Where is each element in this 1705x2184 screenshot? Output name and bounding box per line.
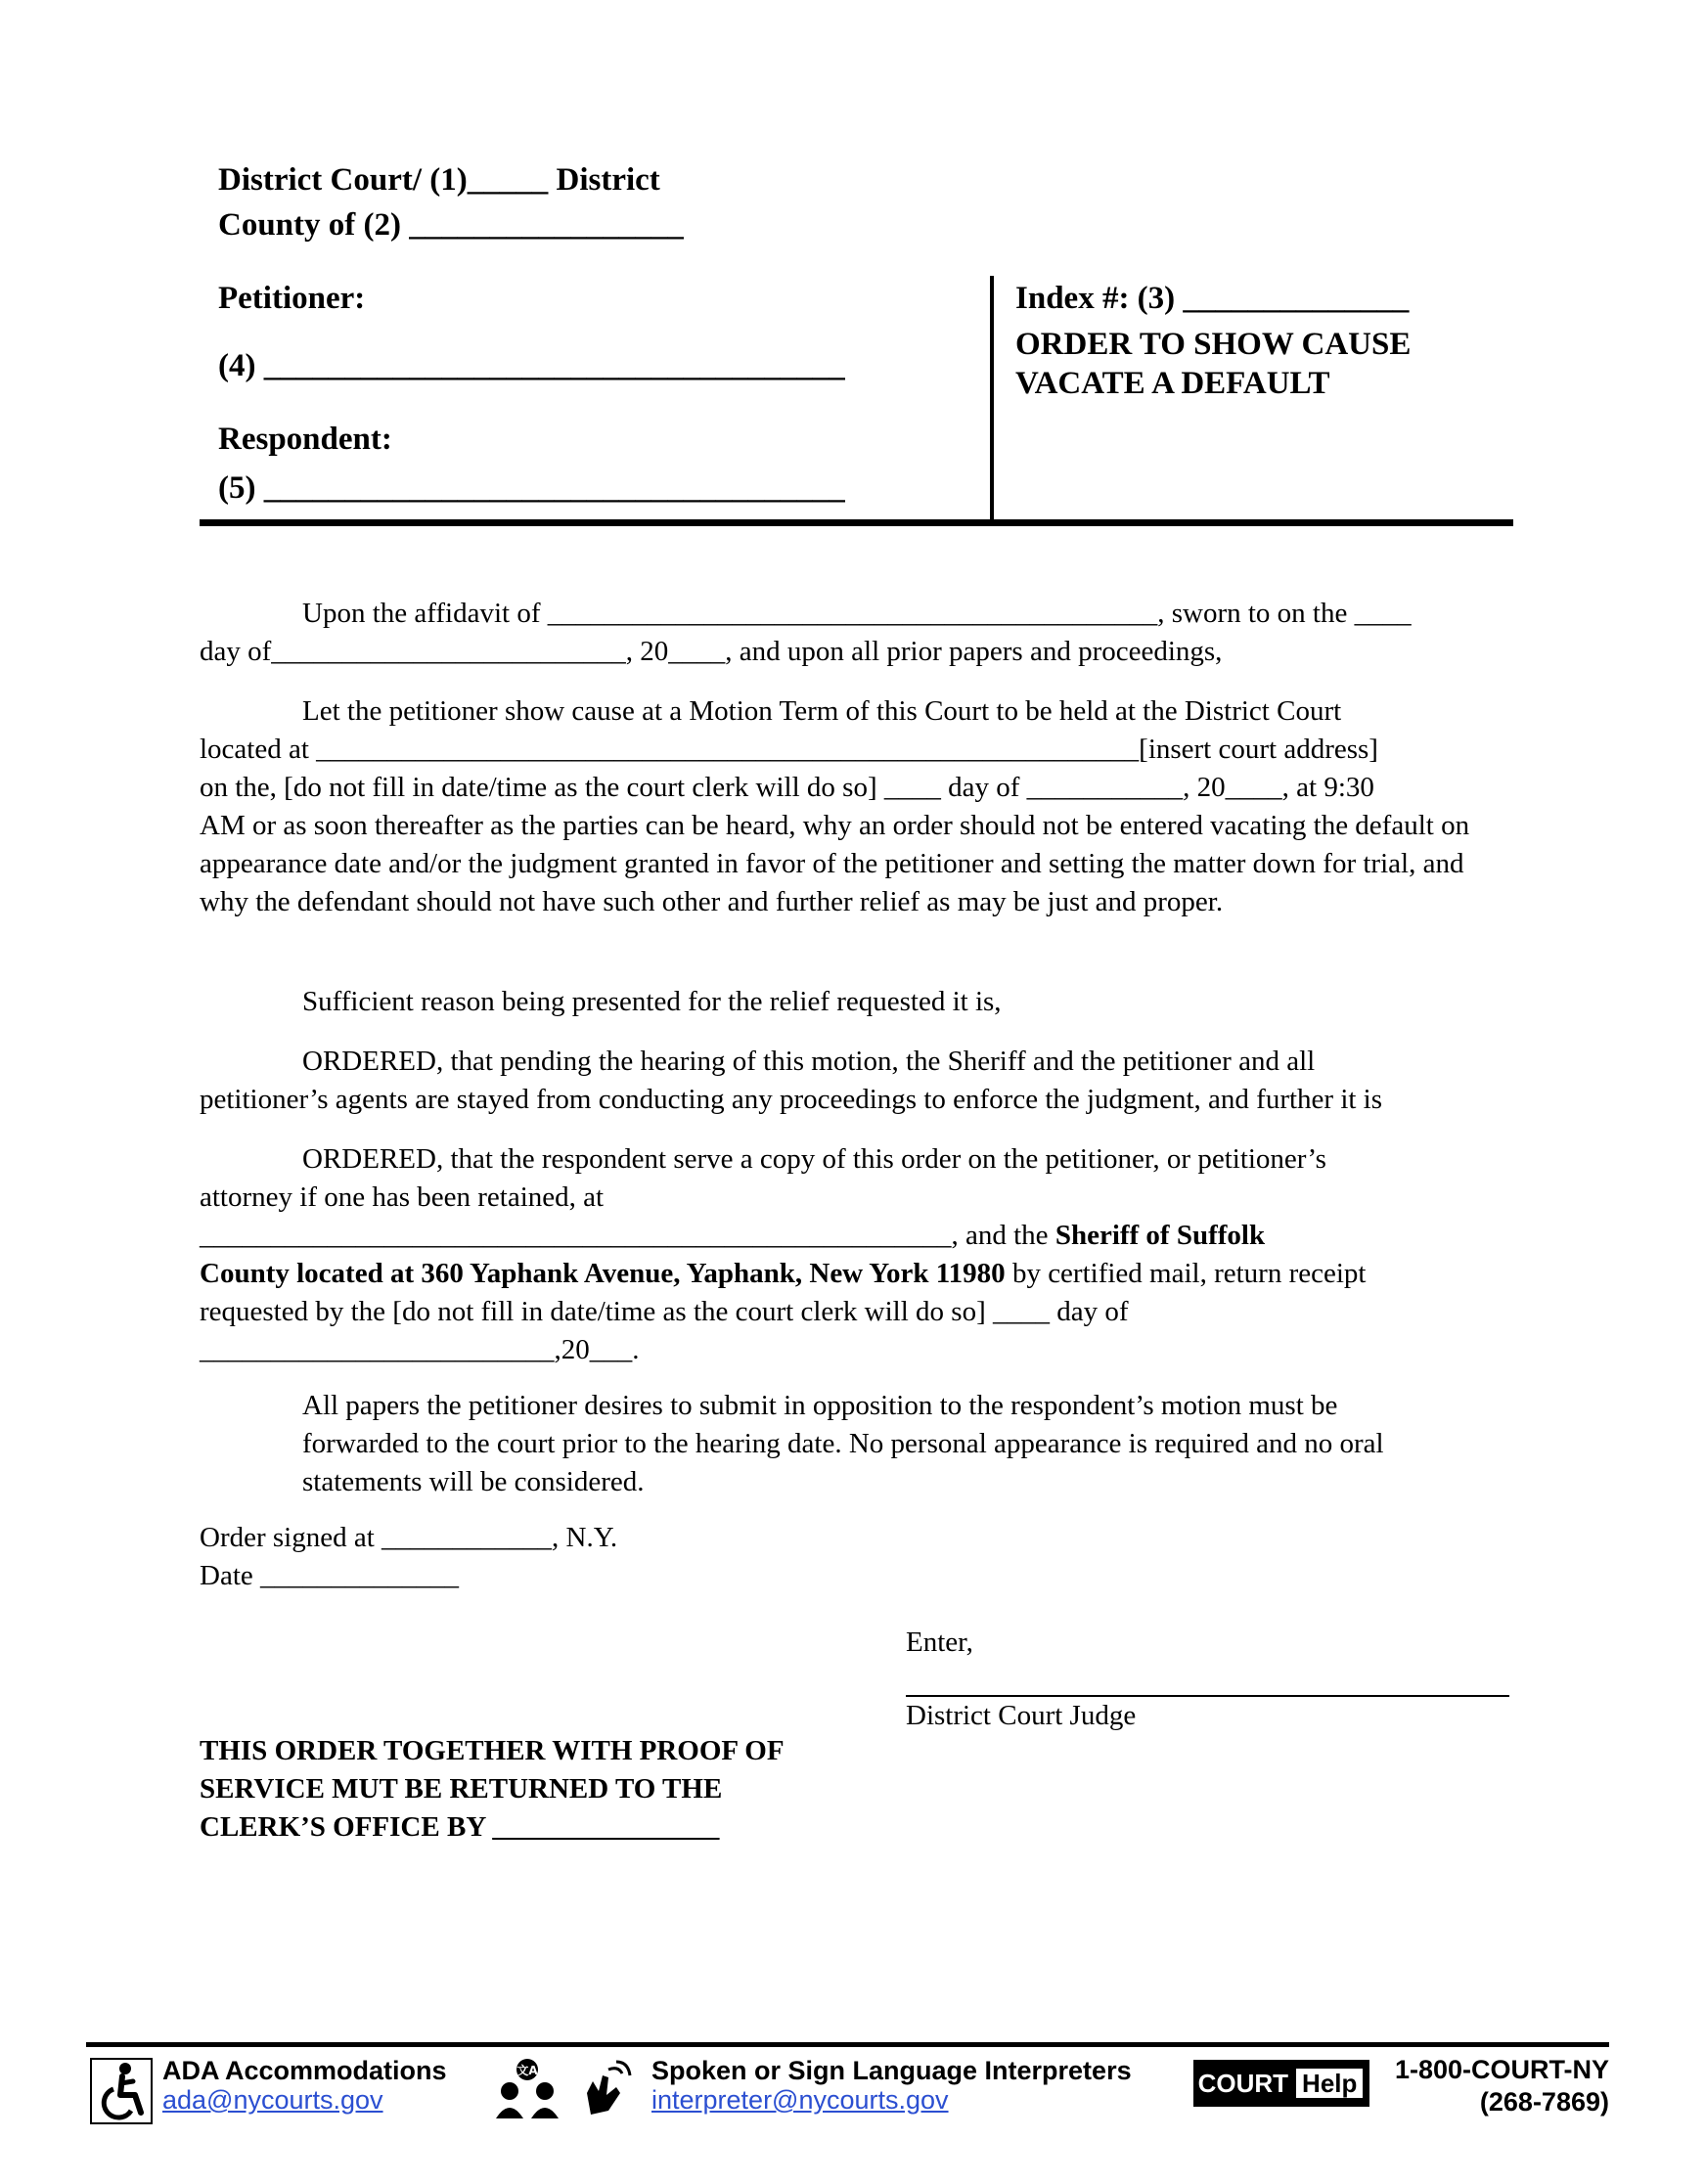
judge-label: District Court Judge [906, 1700, 1137, 1731]
show-cause-line-3: on the, [do not fill in date/time as the court clerk will do so] ____ day of ___________, 20____, at 9:30 [200, 772, 1374, 803]
document-title-line2: VACATE A DEFAULT [1015, 366, 1330, 401]
ada-label: ADA Accommodations [162, 2056, 447, 2085]
return-notice [200, 1732, 785, 1847]
opposition-papers-text: All papers the petitioner desires to submit in opposition to the respondent’s motion must be forwarded to the court prior to the hearing date. No personal appearance is required and no oral statements will be considered. [302, 1390, 1384, 1497]
interpreter-services [651, 2056, 1132, 2115]
paragraph-sufficient-reason [200, 983, 1515, 1021]
sheriff-address: County located at 360 Yaphank Avenue, Yaphank, New York 11980 [200, 1258, 1006, 1289]
ordered-stay-line-1: ORDERED, that pending the hearing of this motion, the Sheriff and the petitioner and all [302, 1046, 1316, 1077]
affidavit-line-1: Upon the affidavit of ___________________________________________, sworn to on the ____ [302, 598, 1412, 629]
ada-email-link[interactable]: ada@nycourts.gov [162, 2085, 383, 2115]
document-title-line1: ORDER TO SHOW CAUSE [1015, 327, 1412, 362]
paragraph-opposition-papers [200, 1387, 1515, 1501]
interpreter-label: Spoken or Sign Language Interpreters [651, 2056, 1132, 2085]
ada-accommodations [162, 2056, 447, 2115]
court-help-logo-court: COURT [1197, 2069, 1289, 2098]
phone-number: 1-800-COURT-NY [1394, 2055, 1609, 2084]
caption-horizontal-rule [200, 519, 1513, 526]
ordered-stay-line-2: petitioner’s agents are stayed from conducting any proceedings to enforce the judgment, and further it is [200, 1084, 1383, 1115]
sheriff-name: Sheriff of Suffolk [1054, 1220, 1266, 1251]
order-date: Date ______________ [200, 1560, 459, 1591]
ordered-serve-line-1: ORDERED, that the respondent serve a copy of this order on the petitioner, or petitioner’s [302, 1143, 1326, 1175]
paragraph-affidavit [200, 595, 1515, 671]
return-notice-line-1: THIS ORDER TOGETHER WITH PROOF OF [200, 1735, 785, 1766]
service-address-blank: _____________________________________________________, and the [200, 1220, 1055, 1251]
show-cause-line-2: located at __________________________________________________________[insert court address] [200, 734, 1378, 765]
index-number-line: Index #: (3) ______________ [1015, 281, 1410, 316]
affidavit-line-2: day of_________________________, 20____, and upon all prior papers and proceedings, [200, 636, 1223, 667]
show-cause-rest: AM or as soon thereafter as the parties can be heard, why an order should not be entered vacating the default on appearance date and/or the judgment granted in favor of the petitioner and setting the matter down for trial, and why the defendant should not have such other and further relief as may be just and proper. [200, 810, 1470, 917]
certified-mail-text: by certified mail, return receipt [1005, 1258, 1367, 1289]
ordered-serve-line-3 [200, 1217, 1515, 1255]
interpreter-email-link[interactable]: interpreter@nycourts.gov [651, 2085, 949, 2115]
svg-text:文A: 文A [516, 2064, 538, 2077]
footer [86, 2052, 1609, 2130]
phone-digits: (268-7869) [1479, 2087, 1609, 2117]
footer-rule [86, 2042, 1609, 2047]
petitioner-label: Petitioner: [218, 281, 366, 316]
court-help-phone [1395, 2054, 1609, 2118]
show-cause-line-1: Let the petitioner show cause at a Motion Term of this Court to be held at the District Court [302, 695, 1342, 727]
ordered-serve-line-4 [200, 1255, 1515, 1293]
return-notice-line-2: SERVICE MUT BE RETURNED TO THE [200, 1773, 723, 1805]
respondent-field: (5) ____________________________________ [218, 470, 845, 506]
caption-vertical-divider [990, 276, 994, 520]
spoken-language-icon [492, 2058, 562, 2120]
paragraph-ordered-stay [200, 1043, 1515, 1119]
paragraph-show-cause [200, 692, 1515, 921]
respondent-label: Respondent: [218, 422, 392, 457]
enter-label: Enter, [906, 1627, 973, 1658]
wheelchair-icon [90, 2058, 153, 2124]
petitioner-field: (4) ____________________________________ [218, 348, 845, 383]
ordered-serve-line-5: requested by the [do not fill in date/time as the court clerk will do so] ____ day of [200, 1296, 1129, 1327]
order-signed-block [200, 1519, 1515, 1595]
court-help-logo-help: Help [1294, 2067, 1365, 2100]
court-name-line: District Court/ (1)_____ District [218, 162, 660, 198]
county-line: County of (2) _________________ [218, 207, 684, 243]
court-help-logo [1193, 2060, 1369, 2107]
sign-language-icon [573, 2058, 636, 2120]
paragraph-ordered-serve [200, 1140, 1515, 1369]
sufficient-reason-text: Sufficient reason being presented for the relief requested it is, [302, 986, 1002, 1017]
order-signed-at: Order signed at ____________, N.Y. [200, 1522, 618, 1553]
return-notice-line-3: CLERK’S OFFICE BY ________________ [200, 1811, 720, 1843]
ordered-serve-line-2: attorney if one has been retained, at [200, 1181, 605, 1213]
ordered-serve-line-6: _________________________,20___. [200, 1334, 640, 1365]
